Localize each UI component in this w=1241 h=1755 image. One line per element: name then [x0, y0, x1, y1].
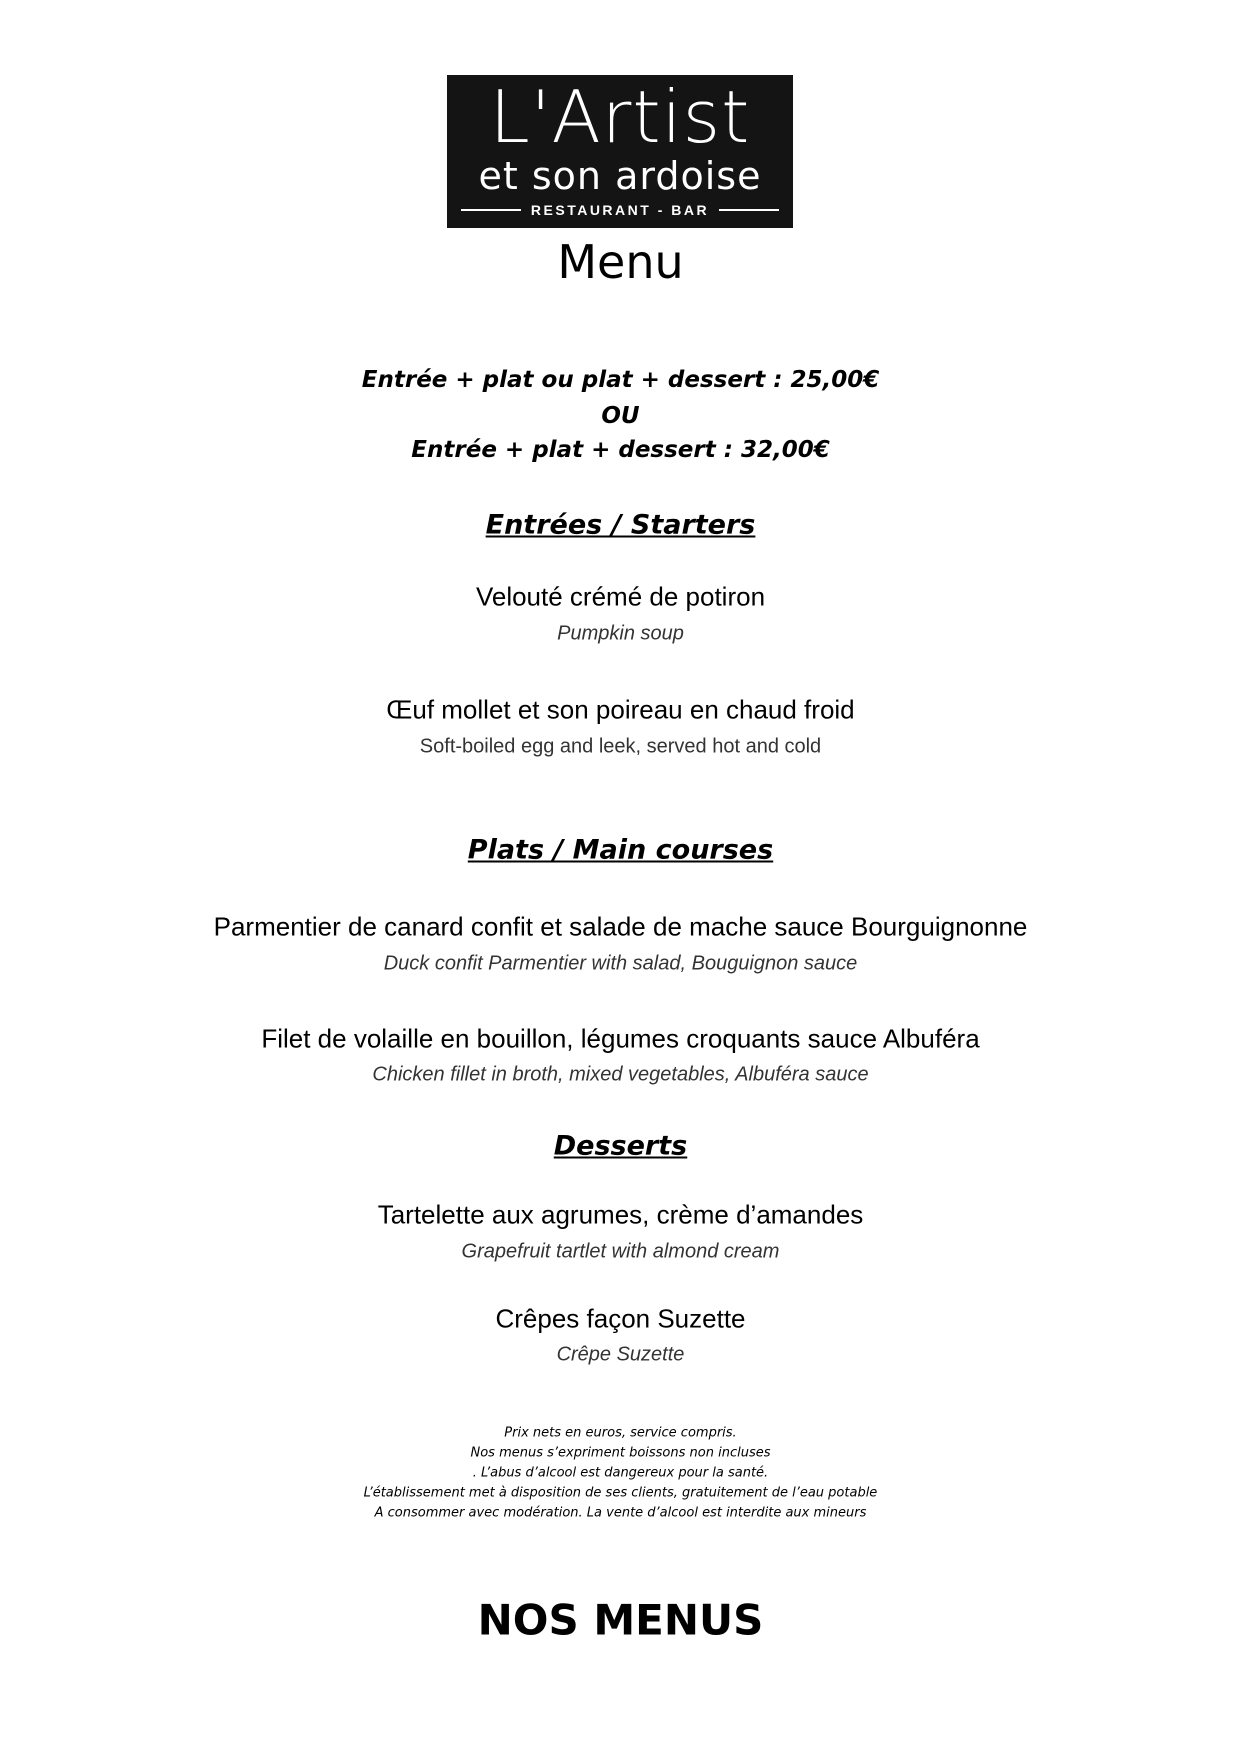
price-line-1: Entrée + plat ou plat + dessert : 25,00€: [361, 367, 880, 393]
dish-description: Crêpe Suzette: [556, 1343, 685, 1366]
dish-name: Velouté crémé de potiron: [475, 581, 766, 612]
bottom-title: NOS MENUS: [477, 1595, 764, 1645]
section-heading-starters: Entrées / Starters: [485, 509, 756, 541]
logo-tagline-text: RESTAURANT - BAR: [530, 202, 710, 218]
footer-note: Prix nets en euros, service compris.: [504, 1425, 737, 1441]
logo-name: L'Artist: [489, 75, 751, 159]
divider: [719, 209, 779, 211]
dish-name: Filet de volaille en bouillon, légumes croquants sauce Albuféra: [261, 1023, 980, 1054]
page-title: Menu: [557, 235, 684, 289]
footer-note: L’établissement met à disposition de ses clients, gratuitement de l’eau potable: [363, 1485, 878, 1501]
dish-name: Crêpes façon Suzette: [495, 1303, 746, 1334]
restaurant-logo: [447, 75, 793, 228]
divider: [461, 209, 521, 211]
dish-description: Duck confit Parmentier with salad, Bouguignon sauce: [383, 952, 858, 975]
dish-description: Soft-boiled egg and leek, served hot and cold: [419, 735, 822, 758]
logo-subtitle: et son ardoise: [478, 154, 762, 198]
footer-note: . L’abus d’alcool est dangereux pour la santé.: [472, 1465, 769, 1481]
price-or: OU: [601, 403, 640, 429]
footer-note: Nos menus s’expriment boissons non incluses: [470, 1445, 771, 1461]
logo-tagline: [447, 202, 793, 218]
section-heading-desserts: Desserts: [553, 1130, 688, 1162]
dish-name: Parmentier de canard confit et salade de mache sauce Bourguignonne: [213, 911, 1028, 942]
footer-note: A consommer avec modération. La vente d’alcool est interdite aux mineurs: [374, 1505, 867, 1521]
section-heading-mains: Plats / Main courses: [467, 834, 774, 866]
dish-description: Pumpkin soup: [557, 622, 684, 645]
dish-name: Œuf mollet et son poireau en chaud froid: [386, 694, 855, 725]
dish-name: Tartelette aux agrumes, crème d’amandes: [377, 1199, 864, 1230]
price-line-2: Entrée + plat + dessert : 32,00€: [411, 437, 830, 463]
dish-description: Grapefruit tartlet with almond cream: [461, 1240, 780, 1263]
dish-description: Chicken fillet in broth, mixed vegetables, Albuféra sauce: [372, 1063, 869, 1086]
